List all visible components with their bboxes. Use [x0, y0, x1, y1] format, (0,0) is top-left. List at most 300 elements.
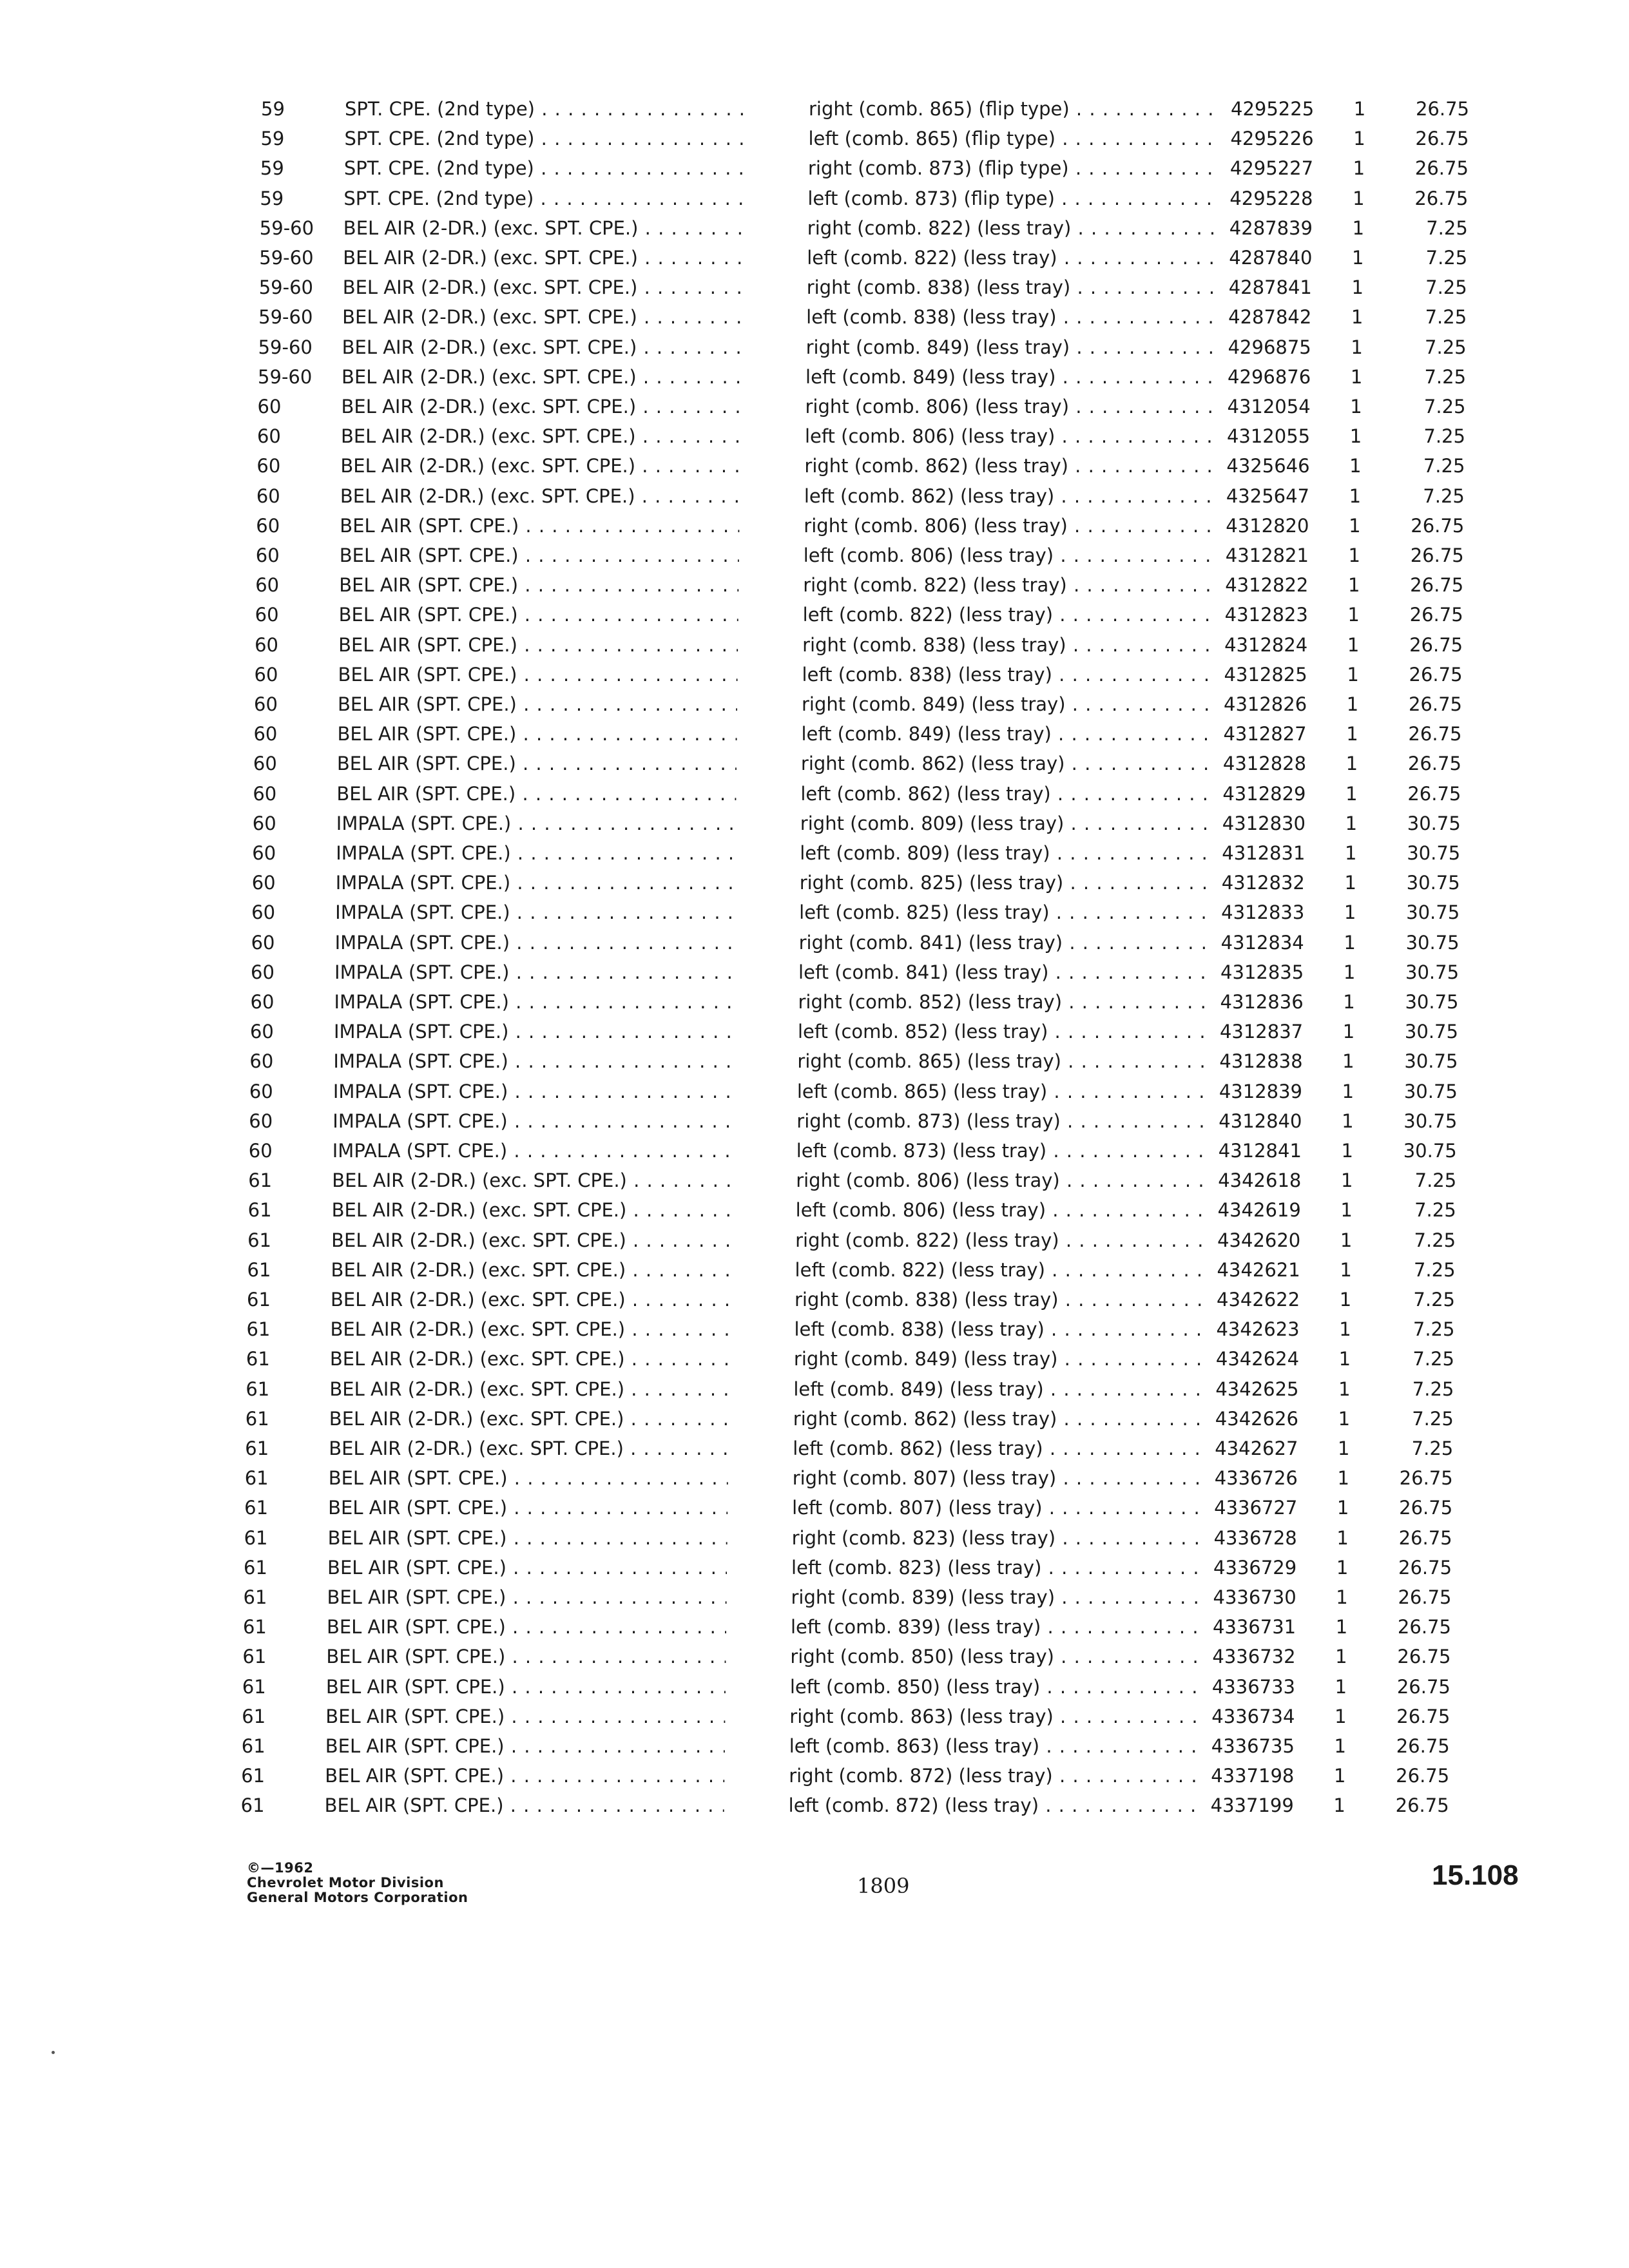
position-description: left (comb. 849) (less tray) . . .: [805, 362, 1218, 392]
model-description: BEL AIR (2-DR.) (exc. SPT. CPE.) . . .: [332, 1166, 731, 1195]
quantity: 1: [1353, 98, 1366, 120]
model-year: 59: [260, 187, 284, 209]
model-year: 59-60: [259, 247, 314, 269]
position-description: right (comb. 865) (flip type) . . .: [809, 94, 1221, 124]
list-price: 7.25: [1425, 336, 1467, 358]
model-description: BEL AIR (SPT. CPE.) . . .: [340, 511, 739, 541]
quantity: 1: [1350, 396, 1362, 418]
list-price: 30.75: [1405, 961, 1460, 983]
list-price: 26.75: [1410, 574, 1464, 597]
part-number: 4287842: [1228, 306, 1312, 329]
list-price: 26.75: [1410, 544, 1464, 566]
quantity: 1: [1344, 931, 1356, 954]
model-description: BEL AIR (SPT. CPE.) . . .: [337, 749, 737, 778]
list-price: 7.25: [1411, 1437, 1454, 1459]
list-price: 7.25: [1412, 1318, 1455, 1341]
position-description: left (comb. 852) (less tray) . . .: [798, 1017, 1210, 1046]
parts-row: [0, 898, 1619, 927]
parts-row: [0, 1285, 1615, 1314]
position-description: left (comb. 849) (less tray) . . .: [793, 1374, 1206, 1404]
position-description: left (comb. 838) (less tray) . . .: [794, 1314, 1206, 1344]
parts-row: [0, 630, 1623, 660]
model-description: IMPALA (SPT. CPE.) . . .: [336, 809, 736, 838]
quantity: 1: [1347, 633, 1360, 656]
list-price: 26.75: [1414, 157, 1469, 180]
part-number: 4312832: [1221, 872, 1305, 894]
quantity: 1: [1346, 723, 1358, 745]
position-description: left (comb. 822) (less tray) . . .: [795, 1255, 1208, 1285]
list-price: 26.75: [1396, 1705, 1451, 1727]
position-description: left (comb. 809) (less tray) . . .: [800, 838, 1212, 868]
part-number: 4336730: [1213, 1586, 1296, 1608]
model-year: 60: [249, 1021, 274, 1043]
quantity: 1: [1353, 187, 1365, 209]
model-year: 60: [254, 663, 278, 686]
model-year: 60: [256, 455, 281, 477]
list-price: 26.75: [1396, 1765, 1450, 1787]
model-description: BEL AIR (SPT. CPE.) . . .: [338, 630, 738, 660]
quantity: 1: [1335, 1646, 1347, 1668]
quantity: 1: [1351, 306, 1364, 329]
position-description: right (comb. 849) (less tray) . . .: [802, 689, 1214, 719]
position-description: right (comb. 872) (less tray) . . .: [789, 1761, 1201, 1791]
model-year: 61: [246, 1318, 271, 1341]
model-year: 60: [256, 425, 281, 448]
parts-row: [0, 987, 1619, 1017]
position-description: right (comb. 862) (less tray) . . .: [801, 749, 1213, 778]
parts-row: [0, 421, 1625, 451]
parts-row: [0, 749, 1621, 778]
part-number: 4325646: [1226, 455, 1310, 477]
parts-row: [0, 451, 1624, 481]
quantity: 1: [1341, 1140, 1353, 1162]
quantity: 1: [1351, 336, 1363, 358]
list-price: 7.25: [1414, 1229, 1456, 1251]
quantity: 1: [1345, 842, 1357, 864]
publisher-corporation: General Motors Corporation: [247, 1890, 468, 1905]
model-description: SPT. CPE. (2nd type) . . .: [345, 94, 744, 124]
model-year: 61: [240, 1794, 265, 1817]
list-price: 7.25: [1414, 1199, 1456, 1222]
model-year: 61: [244, 1497, 269, 1519]
list-price: 30.75: [1407, 842, 1461, 864]
list-price: 7.25: [1413, 1289, 1455, 1311]
parts-row: [0, 1225, 1615, 1255]
list-price: 26.75: [1411, 514, 1465, 537]
parts-row: [0, 1702, 1610, 1731]
list-price: 30.75: [1404, 1050, 1458, 1073]
part-number: 4342627: [1215, 1437, 1298, 1459]
parts-row: [0, 273, 1627, 302]
model-year: 59-60: [259, 216, 314, 239]
parts-row: [0, 1344, 1614, 1374]
position-description: left (comb. 822) (less tray) . . .: [803, 600, 1215, 629]
model-description: BEL AIR (SPT. CPE.) . . .: [338, 660, 738, 689]
model-description: BEL AIR (SPT. CPE.) . . .: [327, 1582, 727, 1612]
part-number: 4336731: [1212, 1616, 1296, 1639]
model-year: 61: [243, 1586, 267, 1608]
list-price: 30.75: [1407, 812, 1461, 834]
part-number: 4325647: [1226, 485, 1310, 507]
parts-row: [0, 1642, 1610, 1671]
part-number: 4296876: [1228, 365, 1311, 388]
model-description: BEL AIR (2-DR.) (exc. SPT. CPE.) . . .: [342, 302, 742, 332]
model-year: 61: [242, 1675, 266, 1698]
part-number: 4342621: [1217, 1258, 1300, 1281]
quantity: 1: [1353, 128, 1365, 150]
model-year: 61: [245, 1437, 269, 1459]
part-number: 4342624: [1215, 1348, 1300, 1370]
parts-row: [0, 1582, 1612, 1612]
model-year: 60: [251, 901, 276, 924]
parts-row: [0, 1374, 1614, 1404]
model-description: BEL AIR (2-DR.) (exc. SPT. CPE.) . . .: [343, 213, 743, 243]
quantity: 1: [1340, 1258, 1352, 1281]
parts-row: [0, 779, 1621, 809]
part-number: 4336726: [1214, 1467, 1298, 1490]
list-price: 26.75: [1407, 782, 1461, 805]
model-year: 61: [247, 1258, 271, 1281]
part-number: 4312836: [1220, 991, 1304, 1013]
part-number: 4296875: [1228, 336, 1311, 358]
parts-row: [0, 362, 1626, 392]
list-price: 7.25: [1412, 1407, 1454, 1430]
quantity: 1: [1338, 1437, 1350, 1459]
list-price: 26.75: [1408, 693, 1462, 715]
position-description: left (comb. 806) (less tray) . . .: [796, 1195, 1208, 1225]
quantity: 1: [1349, 455, 1362, 477]
part-number: 4312833: [1221, 901, 1305, 924]
model-description: IMPALA (SPT. CPE.) . . .: [333, 1077, 733, 1106]
part-number: 4342623: [1216, 1318, 1300, 1341]
model-description: IMPALA (SPT. CPE.) . . .: [334, 1017, 733, 1046]
model-year: 61: [245, 1407, 269, 1430]
parts-row: [0, 213, 1628, 243]
part-number: 4312838: [1219, 1050, 1303, 1073]
quantity: 1: [1350, 365, 1363, 388]
part-number: 4312830: [1222, 812, 1306, 834]
part-number: 4312831: [1222, 842, 1306, 864]
model-description: BEL AIR (SPT. CPE.) . . .: [327, 1612, 726, 1642]
part-number: 4337199: [1210, 1794, 1294, 1817]
part-number: 4336729: [1213, 1556, 1297, 1579]
list-price: 26.75: [1397, 1646, 1451, 1668]
model-year: 61: [246, 1348, 270, 1370]
model-year: 59-60: [258, 336, 313, 358]
parts-row: [0, 153, 1628, 183]
parts-row: [0, 1672, 1610, 1702]
parts-row: [0, 957, 1619, 987]
quantity: 1: [1342, 1080, 1354, 1102]
part-number: 4342622: [1217, 1289, 1300, 1311]
quantity: 1: [1336, 1526, 1349, 1549]
position-description: right (comb. 822) (less tray) . . .: [803, 570, 1215, 600]
quantity: 1: [1333, 1765, 1346, 1787]
model-description: BEL AIR (SPT. CPE.) . . .: [337, 719, 737, 749]
model-year: 60: [250, 991, 275, 1013]
quantity: 1: [1344, 901, 1356, 924]
model-description: IMPALA (SPT. CPE.) . . .: [335, 928, 735, 957]
model-year: 60: [256, 514, 280, 537]
quantity: 1: [1338, 1407, 1351, 1430]
list-price: 26.75: [1396, 1735, 1450, 1757]
model-year: 61: [244, 1556, 267, 1579]
quantity: 1: [1346, 693, 1359, 715]
list-price: 30.75: [1405, 991, 1459, 1013]
list-price: 26.75: [1397, 1616, 1451, 1639]
quantity: 1: [1345, 812, 1358, 834]
model-description: BEL AIR (2-DR.) (exc. SPT. CPE.) . . .: [331, 1255, 731, 1285]
model-year: 61: [244, 1526, 268, 1549]
model-description: BEL AIR (2-DR.) (exc. SPT. CPE.) . . .: [330, 1314, 729, 1344]
list-price: 7.25: [1426, 216, 1468, 239]
model-description: BEL AIR (2-DR.) (exc. SPT. CPE.) . . .: [343, 273, 742, 302]
model-year: 59: [260, 128, 285, 150]
part-number: 4336732: [1212, 1646, 1296, 1668]
quantity: 1: [1344, 872, 1356, 894]
model-description: BEL AIR (2-DR.) (exc. SPT. CPE.) . . .: [342, 362, 741, 392]
part-number: 4312055: [1226, 425, 1311, 448]
quantity: 1: [1336, 1497, 1349, 1519]
quantity: 1: [1349, 425, 1362, 448]
model-description: BEL AIR (SPT. CPE.) . . .: [339, 570, 738, 600]
quantity: 1: [1342, 1021, 1355, 1043]
part-number: 4312834: [1220, 931, 1304, 954]
quantity: 1: [1339, 1289, 1352, 1311]
model-year: 61: [246, 1378, 270, 1400]
position-description: right (comb. 809) (less tray) . . .: [800, 809, 1213, 838]
position-description: left (comb. 838) (less tray) . . .: [802, 660, 1215, 689]
position-description: right (comb. 873) (flip type) . . .: [808, 153, 1220, 183]
position-description: left (comb. 825) (less tray) . . .: [799, 898, 1211, 927]
quantity: 1: [1340, 1169, 1353, 1192]
model-description: BEL AIR (2-DR.) (exc. SPT. CPE.) . . .: [329, 1434, 728, 1463]
model-description: BEL AIR (2-DR.) (exc. SPT. CPE.) . . .: [329, 1404, 729, 1434]
list-price: 7.25: [1423, 485, 1465, 507]
model-description: BEL AIR (SPT. CPE.) . . .: [339, 600, 738, 629]
model-year: 60: [253, 723, 278, 745]
model-description: BEL AIR (2-DR.) (exc. SPT. CPE.) . . .: [330, 1344, 729, 1374]
quantity: 1: [1347, 604, 1360, 626]
parts-row: [0, 809, 1621, 838]
part-number: 4312837: [1219, 1021, 1304, 1043]
quantity: 1: [1352, 216, 1365, 239]
model-description: IMPALA (SPT. CPE.) . . .: [335, 898, 735, 927]
part-number: 4336727: [1214, 1497, 1298, 1519]
model-year: 61: [241, 1765, 265, 1787]
part-number: 4312835: [1220, 961, 1304, 983]
model-year: 60: [251, 872, 276, 894]
position-description: right (comb. 838) (less tray) . . .: [802, 630, 1215, 660]
model-year: 61: [247, 1229, 272, 1251]
part-number: 4312822: [1225, 574, 1309, 597]
model-description: BEL AIR (SPT. CPE.) . . .: [326, 1672, 726, 1702]
parts-row: [0, 1404, 1614, 1434]
model-description: IMPALA (SPT. CPE.) . . .: [336, 868, 735, 898]
parts-row: [0, 1195, 1616, 1225]
model-description: BEL AIR (SPT. CPE.) . . .: [328, 1493, 728, 1523]
publisher-credit: [247, 1861, 468, 1905]
parts-row: [0, 1166, 1616, 1195]
list-price: 26.75: [1398, 1556, 1452, 1579]
list-price: 7.25: [1424, 365, 1467, 388]
parts-row: [0, 184, 1628, 213]
model-description: IMPALA (SPT. CPE.) . . .: [333, 1106, 732, 1136]
part-number: 4337198: [1211, 1765, 1295, 1787]
model-description: IMPALA (SPT. CPE.) . . .: [334, 987, 734, 1017]
parts-row: [0, 243, 1627, 273]
model-description: BEL AIR (SPT. CPE.) . . .: [328, 1523, 728, 1553]
model-year: 61: [247, 1199, 272, 1222]
part-number: 4336728: [1213, 1526, 1297, 1549]
list-price: 7.25: [1423, 425, 1465, 448]
model-description: BEL AIR (SPT. CPE.) . . .: [325, 1791, 724, 1820]
position-description: left (comb. 862) (less tray) . . .: [804, 481, 1217, 511]
list-price: 7.25: [1412, 1348, 1454, 1370]
position-description: right (comb. 862) (less tray) . . .: [804, 451, 1217, 481]
position-description: right (comb. 841) (less tray) . . .: [799, 928, 1211, 957]
quantity: 1: [1343, 991, 1355, 1013]
parts-row: [0, 541, 1624, 570]
position-description: left (comb. 806) (less tray) . . .: [805, 421, 1217, 451]
position-description: right (comb. 822) (less tray) . . .: [807, 213, 1220, 243]
parts-row: [0, 1523, 1612, 1553]
position-description: right (comb. 822) (less tray) . . .: [795, 1225, 1208, 1255]
quantity: 1: [1340, 1199, 1353, 1222]
quantity: 1: [1352, 247, 1364, 269]
parts-row: [0, 332, 1626, 362]
model-description: BEL AIR (SPT. CPE.) . . .: [340, 541, 739, 570]
model-description: BEL AIR (2-DR.) (exc. SPT. CPE.) . . .: [341, 421, 740, 451]
model-year: 60: [253, 753, 277, 775]
parts-row: [0, 719, 1621, 749]
list-price: 26.75: [1399, 1467, 1453, 1490]
position-description: left (comb. 823) (less tray) . . .: [791, 1553, 1204, 1582]
quantity: 1: [1351, 276, 1364, 299]
quantity: 1: [1338, 1378, 1351, 1400]
parts-row: [0, 302, 1626, 332]
model-year: 60: [255, 574, 280, 597]
list-price: 26.75: [1415, 98, 1469, 120]
model-year: 59: [261, 98, 285, 120]
position-description: right (comb. 807) (less tray) . . .: [793, 1463, 1205, 1493]
parts-row: [0, 928, 1619, 957]
model-year: 60: [249, 1050, 274, 1073]
model-description: BEL AIR (SPT. CPE.) . . .: [325, 1761, 724, 1791]
list-price: 26.75: [1415, 128, 1469, 150]
list-price: 26.75: [1407, 753, 1461, 775]
part-number: 4336733: [1211, 1675, 1296, 1698]
model-description: BEL AIR (2-DR.) (exc. SPT. CPE.) . . .: [340, 481, 740, 511]
model-description: SPT. CPE. (2nd type) . . .: [344, 153, 744, 183]
list-price: 7.25: [1413, 1258, 1456, 1281]
list-price: 30.75: [1404, 1021, 1458, 1043]
part-number: 4295226: [1230, 128, 1314, 150]
part-number: 4295228: [1229, 187, 1313, 209]
position-description: right (comb. 852) (less tray) . . .: [798, 987, 1211, 1017]
quantity: 1: [1336, 1586, 1348, 1608]
quantity: 1: [1345, 782, 1358, 805]
model-description: BEL AIR (2-DR.) (exc. SPT. CPE.) . . .: [342, 392, 741, 421]
parts-row: [0, 1612, 1611, 1642]
list-price: 7.25: [1423, 396, 1466, 418]
quantity: 1: [1340, 1229, 1353, 1251]
position-description: right (comb. 849) (less tray) . . .: [794, 1344, 1206, 1374]
model-year: 60: [248, 1140, 273, 1162]
position-description: right (comb. 825) (less tray) . . .: [800, 868, 1212, 898]
parts-row: [0, 481, 1624, 511]
part-number: 4312054: [1227, 396, 1311, 418]
position-description: left (comb. 838) (less tray) . . .: [806, 302, 1219, 332]
model-description: IMPALA (SPT. CPE.) . . .: [336, 838, 735, 868]
quantity: 1: [1337, 1467, 1349, 1490]
model-year: 60: [257, 396, 282, 418]
list-price: 7.25: [1425, 306, 1467, 329]
model-description: BEL AIR (SPT. CPE.) . . .: [336, 779, 736, 809]
model-description: BEL AIR (2-DR.) (exc. SPT. CPE.) . . .: [332, 1195, 731, 1225]
model-year: 60: [256, 485, 280, 507]
list-price: 30.75: [1403, 1140, 1457, 1162]
model-year: 59-60: [258, 365, 313, 388]
part-number: 4312827: [1223, 723, 1307, 745]
position-description: left (comb. 841) (less tray) . . .: [798, 957, 1211, 987]
list-price: 26.75: [1399, 1497, 1453, 1519]
parts-row: [0, 511, 1624, 541]
parts-row: [0, 838, 1620, 868]
model-year: 60: [251, 931, 275, 954]
quantity: 1: [1338, 1348, 1351, 1370]
quantity: 1: [1335, 1616, 1348, 1639]
list-price: 26.75: [1409, 633, 1463, 656]
part-number: 4312828: [1222, 753, 1307, 775]
model-year: 60: [253, 782, 277, 805]
list-price: 30.75: [1403, 1110, 1458, 1132]
quantity: 1: [1336, 1556, 1349, 1579]
list-price: 26.75: [1414, 187, 1469, 209]
model-description: SPT. CPE. (2nd type) . . .: [343, 184, 743, 213]
part-number: 4312841: [1218, 1140, 1302, 1162]
part-number: 4312826: [1224, 693, 1307, 715]
parts-row: [0, 1761, 1609, 1791]
parts-row: [0, 1553, 1612, 1582]
quantity: 1: [1333, 1794, 1345, 1817]
parts-row: [0, 868, 1620, 898]
model-year: 60: [255, 604, 279, 626]
position-description: left (comb. 862) (less tray) . . .: [793, 1434, 1205, 1463]
position-description: right (comb. 839) (less tray) . . .: [791, 1582, 1204, 1612]
list-price: 26.75: [1398, 1586, 1452, 1608]
model-year: 60: [249, 1080, 273, 1102]
parts-row: [0, 392, 1626, 421]
quantity: 1: [1345, 753, 1358, 775]
list-price: 30.75: [1403, 1080, 1458, 1102]
parts-row: [0, 124, 1628, 153]
position-description: right (comb. 873) (less tray) . . .: [796, 1106, 1209, 1136]
model-year: 61: [247, 1289, 271, 1311]
list-price: 7.25: [1423, 455, 1465, 477]
part-number: 4295227: [1229, 157, 1314, 180]
part-number: 4312823: [1224, 604, 1308, 626]
model-year: 61: [244, 1467, 269, 1490]
quantity: 1: [1349, 485, 1362, 507]
part-number: 4287839: [1229, 216, 1313, 239]
model-year: 60: [254, 693, 278, 715]
part-number: 4287840: [1229, 247, 1313, 269]
parts-row: [0, 1434, 1613, 1463]
list-price: 30.75: [1406, 901, 1460, 924]
position-description: left (comb. 873) (less tray) . . .: [796, 1136, 1209, 1166]
part-number: 4342620: [1217, 1229, 1301, 1251]
